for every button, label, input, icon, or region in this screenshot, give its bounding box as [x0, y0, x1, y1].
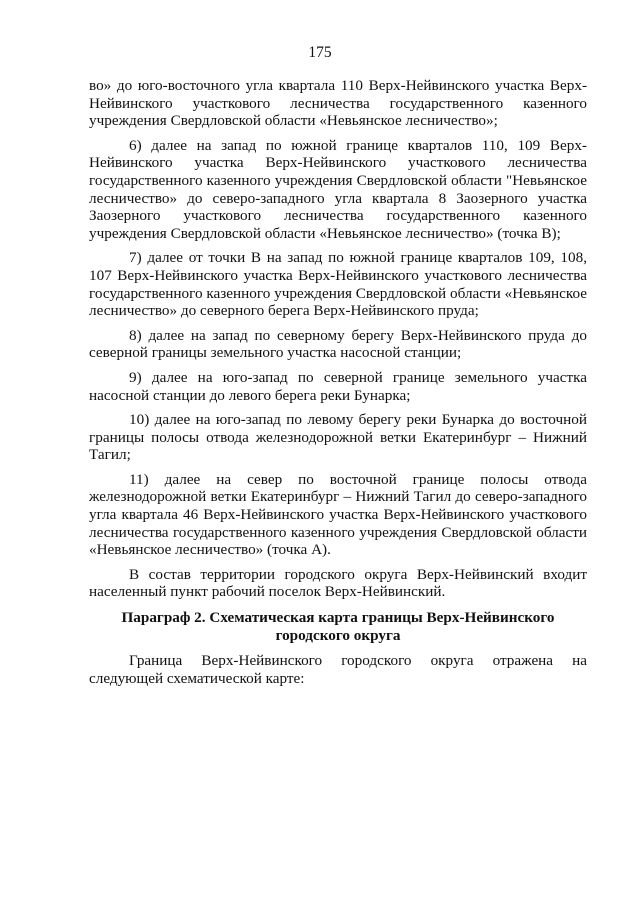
paragraph-item-6: 6) далее на запад по южной границе кварталов 110, 109 Верх-Нейвинского участка Верх-Нейвинского участкового лесничества государственного казенного учреждения Свердловской области "Невьянское лесничество» до северо-западного угла квартала 8 Заозерного участка Заозерного участкового лесничества государственного казенного учреждения Свердловской области «Невьянское лесничество» (точка В); — [89, 136, 587, 242]
paragraph-item-8: 8) далее на запад по северному берегу Верх-Нейвинского пруда до северной границы земельного участка насосной станции; — [89, 326, 587, 362]
paragraph-item-10: 10) далее на юго-запад по левому берегу реки Бунарка до восточной границы полосы отвода железнодорожной ветки Екатеринбург – Нижний Тагил; — [89, 411, 587, 464]
paragraph-item-7: 7) далее от точки В на запад по южной границе кварталов 109, 108, 107 Верх-Нейвинского участка Верх-Нейвинского участкового лесничества государственного казенного учреждения Свердловской области «Невьянское лесничество» до северного берега Верх-Нейвинского пруда; — [89, 249, 587, 320]
paragraph-continuation: во» до юго-восточного угла квартала 110 Верх-Нейвинского участка Верх-Нейвинского участкового лесничества государственного казенного учреждения Свердловской области «Невьянское лесничество»; — [89, 77, 587, 130]
section-heading: Параграф 2. Схематическая карта границы Верх-Нейвинского городского округа — [121, 609, 555, 644]
document-body — [89, 77, 587, 694]
paragraph-territory-composition: В состав территории городского округа Верх-Нейвинский входит населенный пункт рабочий поселок Верх-Нейвинский. — [89, 565, 587, 601]
paragraph-item-9: 9) далее на юго-запад по северной границе земельного участка насосной станции до левого берега реки Бунарка; — [89, 368, 587, 404]
paragraph-map-intro: Граница Верх-Нейвинского городского округа отражена на следующей схематической карте: — [89, 652, 587, 687]
page-number: 175 — [308, 44, 332, 61]
paragraph-item-11: 11) далее на север по восточной границе полосы отвода железнодорожной ветки Екатеринбург – Нижний Тагил до северо-западного угла квартала 46 Верх-Нейвинского участка Верх-Нейвинского участкового лесничества государственного казенного учреждения Свердловской области «Невьянское лесничество» (точка А). — [89, 470, 587, 559]
